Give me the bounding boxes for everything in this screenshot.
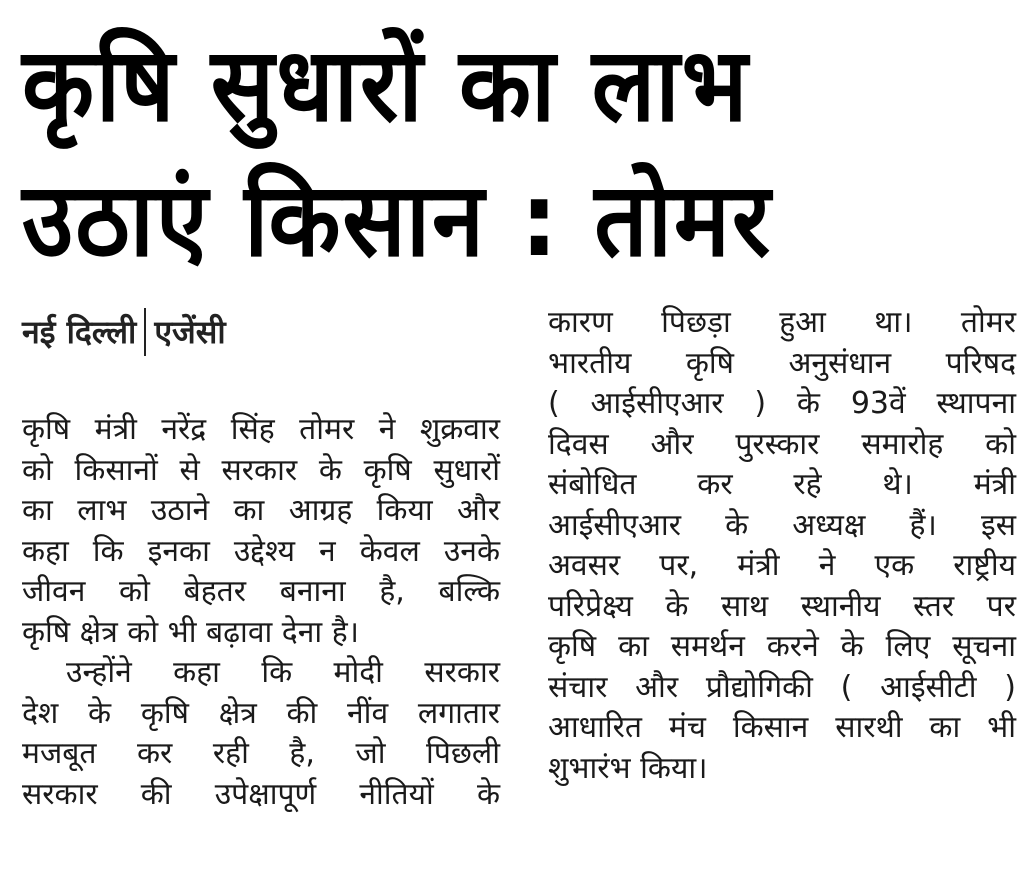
article-line: संचार और प्रौद्योगिकी ( आईसीटी ) (548, 669, 1016, 705)
article-line: सरकार की उपेक्षापूर्ण नीतियों के (22, 776, 500, 812)
article-line: आईसीएआर के अध्यक्ष हैं। इस (548, 507, 1016, 543)
article-line: मजबूत कर रही है, जो पिछली (22, 736, 500, 771)
article-line: आधारित मंच किसान सारथी का भी (548, 710, 1016, 745)
article-line: कहा कि इनका उद्देश्य न केवल उनके (22, 533, 500, 569)
dateline-city: नई दिल्ली (22, 312, 137, 351)
article-right-column (548, 303, 1016, 789)
article-line: कृषि क्षेत्र को भी बढ़ावा देना है। (22, 614, 359, 650)
article-line: को किसानों से सरकार के कृषि सुधारों (22, 452, 500, 488)
article-line: संबोधित कर रहे थे। मंत्री (548, 467, 1016, 502)
dateline-agency: एजेंसी (154, 312, 226, 351)
headline-line-2: उठाएं किसान : तोमर (22, 161, 773, 280)
article-line: भारतीय कृषि अनुसंधान परिषद (548, 345, 1016, 381)
article-line: देश के कृषि क्षेत्र की नींव लगातार (22, 695, 500, 731)
article-line: ( आईसीएआर ) के 93वें स्थापना (548, 386, 1016, 421)
article-line: कृषि का समर्थन करने के लिए सूचना (548, 629, 1016, 664)
article-left-column (22, 306, 500, 815)
article-line-paragraph-start: उन्होंने कहा कि मोदी सरकार (66, 655, 500, 690)
dateline (22, 306, 500, 358)
headline (22, 18, 1022, 288)
article-line: कारण पिछड़ा हुआ था। तोमर (548, 305, 1016, 340)
dateline-divider (144, 308, 146, 356)
article-line: शुभारंभ किया। (548, 750, 708, 786)
article-line: कृषि मंत्री नरेंद्र सिंह तोमर ने शुक्रवार (22, 412, 500, 447)
article-line: अवसर पर, मंत्री ने एक राष्ट्रीय (548, 548, 1016, 583)
article-line: परिप्रेक्ष्य के साथ स्थानीय स्तर पर (548, 588, 1016, 624)
article-line: दिवस और पुरस्कार समारोह को (548, 426, 1016, 462)
article-line: जीवन को बेहतर बनाना है, बल्कि (22, 574, 500, 609)
article-line: का लाभ उठाने का आग्रह किया और (22, 493, 500, 528)
headline-line-1: कृषि सुधारों का लाभ (22, 26, 750, 145)
